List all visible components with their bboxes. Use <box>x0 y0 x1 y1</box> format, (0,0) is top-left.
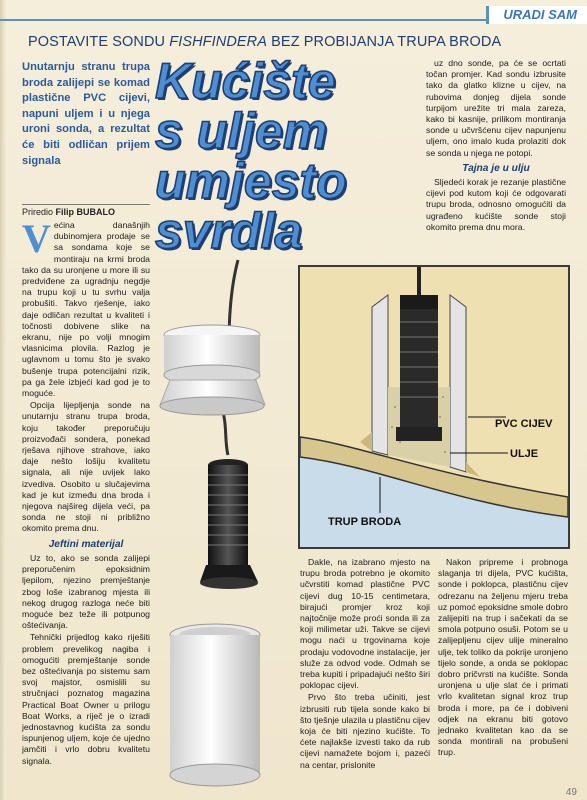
pvc-tube <box>170 624 260 786</box>
headline <box>28 34 568 50</box>
tube-wall-left <box>372 295 388 455</box>
author-name: Filip BUBALO <box>55 207 116 217</box>
subheading: Tajna je u ulju <box>462 162 530 174</box>
label-hull: TRUP BRODA <box>328 516 402 528</box>
title-line: svrdla <box>155 203 303 259</box>
label-pvc: PVC CIJEV <box>495 418 553 430</box>
headline-post: BEZ PROBIJANJA TRUPA BRODA <box>267 34 502 50</box>
headline-pre: POSTAVITE SONDU <box>28 34 170 50</box>
subheading: Jeftini materijal <box>48 538 124 550</box>
sonar-sensor <box>200 459 258 589</box>
cross-section-drawing <box>300 267 568 547</box>
page-fold-shadow <box>0 0 6 800</box>
title-line: umjesto <box>155 153 347 209</box>
title-line: Kućište <box>155 53 336 109</box>
paragraph: Dakle, na izabrano mjesto na trupu broda potrebno je okomito učvrstiti komad plastične PVC cijevi dug 10-15 centimetara, birajući promjer kroz koji najtočnije može proći sonda ili za koji milimetar uži. Takve se cijevi mogu naći u trgovinama koje prodaju vodovodne instalacije, jer služe za odvod vode. Odmah se treba kupiti i pripadajući nešto širi poklopac cijevi. <box>300 557 430 691</box>
section-tag: URADI SAM <box>486 6 587 24</box>
sensor-cap <box>400 295 438 309</box>
paragraph: Uz to, ako se sonda zalijepi preporučenim epoksidnim ljepilom, njezino premještanje zbog loše izabranog mjesta ili nekog drugog razloga neće biti moguće bez teže ili potpunog oštećivanja. <box>22 552 150 631</box>
column-middle-bottom <box>300 557 430 772</box>
lead-paragraph: Unutarnju stranu trupa broda zalijepi se komad plastične PVC cijevi, napuni uljem i u njega uroni sonda, a rezultat će biti odličan prijem signala <box>22 61 150 167</box>
paragraph: uz dno sonde, pa će se ocrtati točan promjer. Kad sondu izbrusite tako da glatko klizne u cijev, na rubovima donjeg dijela sonde turpijom urežite tri mala zareza, kako bi kasnije, prilikom montiranja sonde u učvršćenu cijev napunjenu uljem, ono imalo kuda prolaziti dok se sonda u njega ne potopi. <box>426 58 566 158</box>
cross-section-diagram <box>298 265 570 549</box>
tube-wall-right <box>450 295 466 472</box>
article-title <box>155 53 395 259</box>
column-right-bottom <box>438 557 568 760</box>
column-left <box>22 216 150 768</box>
author-prefix: Priredio <box>22 207 56 217</box>
paragraph: Sljedeći korak je rezanje plastične cijevi pod kutom koji će odgovarati trupu broda, odnosno omogućiti da ugrađeno kućište sonde stoji okomito prema dnu mora. <box>426 177 566 232</box>
glue-right <box>466 462 480 477</box>
label-oil: ULJE <box>510 448 539 460</box>
title-line: s uljem <box>155 103 328 159</box>
glue-left <box>360 432 372 451</box>
paragraph: Opcija lijepljenja sonde na unutarnju stranu trupa broda, koju također preporučuju proizvođači sondera, ponekad rješava njihove strahove, iako daje nešto lošiju kvalitetu signala, ali nije uvijek lako izvediva. Osobito u slučajevima kad je kut između dna broda i njegova najšireg dijela veći, pa sonda ne stoji ni približno okomito prema dnu. <box>22 400 150 534</box>
paragraph: Tehnički prijedlog kako riješiti problem prevelikog nagiba i omogućiti premještanje sonde bez oštećivanja po sistemu sam svoj majstor, osmislili su stručnjaci poznatog magazina Practical Boat Owner u prilogu Boat Works, a riječ je o izradi jednostavnog kućišta za sondu ispunjenog uljem, koje će ujedno jamčiti i vrlo dobru kvalitetu signala. <box>22 632 150 766</box>
paragraph: Nakon pripreme i probnoga slaganja tri dijela, PVC kućišta, sonde i poklopca, plastičnu cijev odrezanu na željenu mjeru treba uz pomoć epoksidne smole dobro zalijepiti na trup i sačekati da se smola potpuno osuši. Potom se u zalijepljenu cijev ulije mineralno ulje, tek toliko da pokrije uronjeno tijelo sonde, a onda se poklopac dobro pričvrsti na kućište. Sonda uronjena u ulje slat će i primati vrlo kvalitetan signal kroz trup broda i more, pa će i dobiveni odjek na ekranu biti gotovo jednako kvalitetan kao da se sonda montirali na probušeni trup. <box>438 557 568 758</box>
tube-cap <box>160 325 265 415</box>
paragraph: Prvo što treba učiniti, jest izbrusiti rub tijela sonde kako bi što tješnje ulazila u plastičnu cijev koja će biti njezino kućište. To ćete najlakše izvesti tako da rub cijevi namažete bojom i, pazeći na centar, prislonite <box>300 692 430 770</box>
page-number: 49 <box>565 787 577 798</box>
column-right-top <box>426 58 566 234</box>
drop-cap: V <box>22 216 51 261</box>
headline-em: FISHFINDERA <box>169 34 268 50</box>
transducer-parts-illustration <box>150 230 310 790</box>
sensor-base <box>396 427 442 441</box>
paragraph: Većina današnjih dubinomjera prodaje se sa sondama koje se montiraju na krmi broda tako da su uronjene u more ili su predviđene za ugradnju negdje na trupu koji u tu svrhu valja probušiti. Takvo rješenje, iako daje odličan rezultat u kvaliteti i točnosti dobivene slike na ekranu, nije po volji mnogim vlasnicima plovila. Razlog je uglavnom u tomu što je svako bušenje trupa potencijalni rizik, pa ga žele izbjeći kad god je to moguće. <box>22 216 150 399</box>
